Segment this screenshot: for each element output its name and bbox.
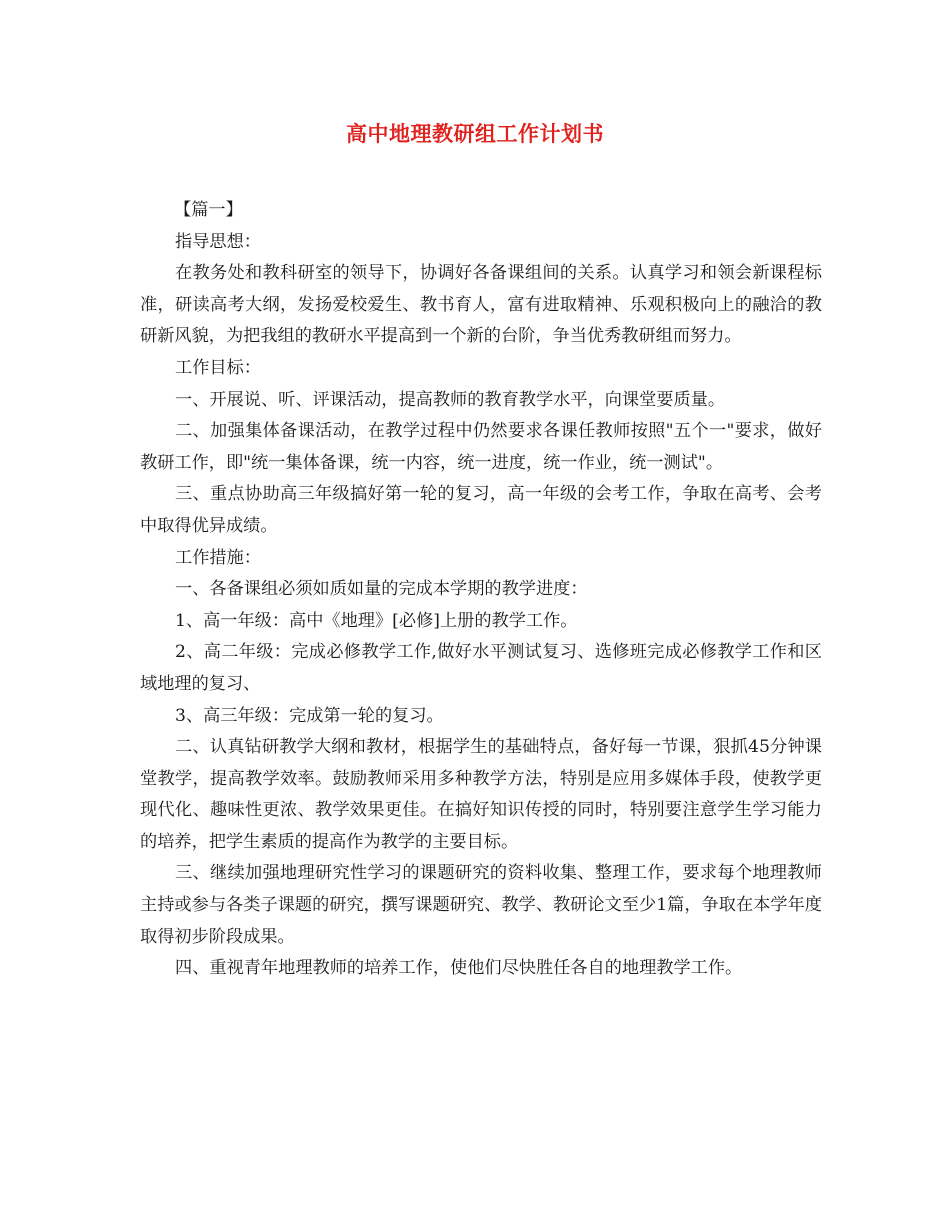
paragraph: 二、加强集体备课活动，在教学过程中仍然要求各课任教师按照"五个一"要求，做好教研工作，即"统一集体备课，统一内容，统一进度，统一作业，统一测试"。 [140,421,822,473]
document-body [140,195,822,985]
paragraph: 1、高一年级：高中《地理》[必修]上册的教学工作。 [175,610,578,631]
paragraph: 四、重视青年地理教师的培养工作，使他们尽快胜任各自的地理教学工作。 [175,958,743,979]
paragraph: 一、各备课组必须如质如量的完成本学期的教学进度： [175,579,588,600]
paragraph: 2、高二年级：完成必修教学工作,做好水平测试复习、选修班完成必修教学工作和区域地理的复习、 [140,642,822,694]
subheading-work-goals: 工作目标： [175,357,261,378]
document-title: 高中地理教研组工作计划书 [346,121,604,146]
paragraph: 三、重点协助高三年级搞好第一轮的复习，高一年级的会考工作，争取在高考、会考中取得优异成绩。 [140,484,822,536]
paragraph: 三、继续加强地理研究性学习的课题研究的资料收集、整理工作，要求每个地理教师主持或参与各类子课题的研究，撰写课题研究、教学、教研论文至少1篇，争取在本学年度取得初步阶段成果。 [140,863,822,947]
section-heading: 【篇一】 [174,200,243,220]
paragraph: 3、高三年级：完成第一轮的复习。 [175,705,444,726]
subheading-work-measures: 工作措施： [175,547,261,568]
paragraph: 在教务处和教科研室的领导下，协调好各备课组间的关系。认真学习和领会新课程标准，研读高考大纲，发扬爱校爱生、教书育人，富有进取精神、乐观积极向上的融洽的教研新风貌，为把我组的教研水平提高到一个新的台阶，争当优秀教研组而努力。 [140,263,822,347]
subheading-guiding-idea: 指导思想： [175,231,261,252]
paragraph: 一、开展说、听、评课活动，提高教师的教育教学水平，向课堂要质量。 [175,389,726,410]
paragraph: 二、认真钻研教学大纲和教材，根据学生的基础特点，备好每一节课，狠抓45分钟课堂教学，提高教学效率。鼓励教师采用多种教学方法，特别是应用多媒体手段，使教学更现代化、趣味性更浓、教学效果更佳。在搞好知识传授的同时，特别要注意学生学习能力的培养，把学生素质的提高作为教学的主要目标。 [140,737,822,852]
